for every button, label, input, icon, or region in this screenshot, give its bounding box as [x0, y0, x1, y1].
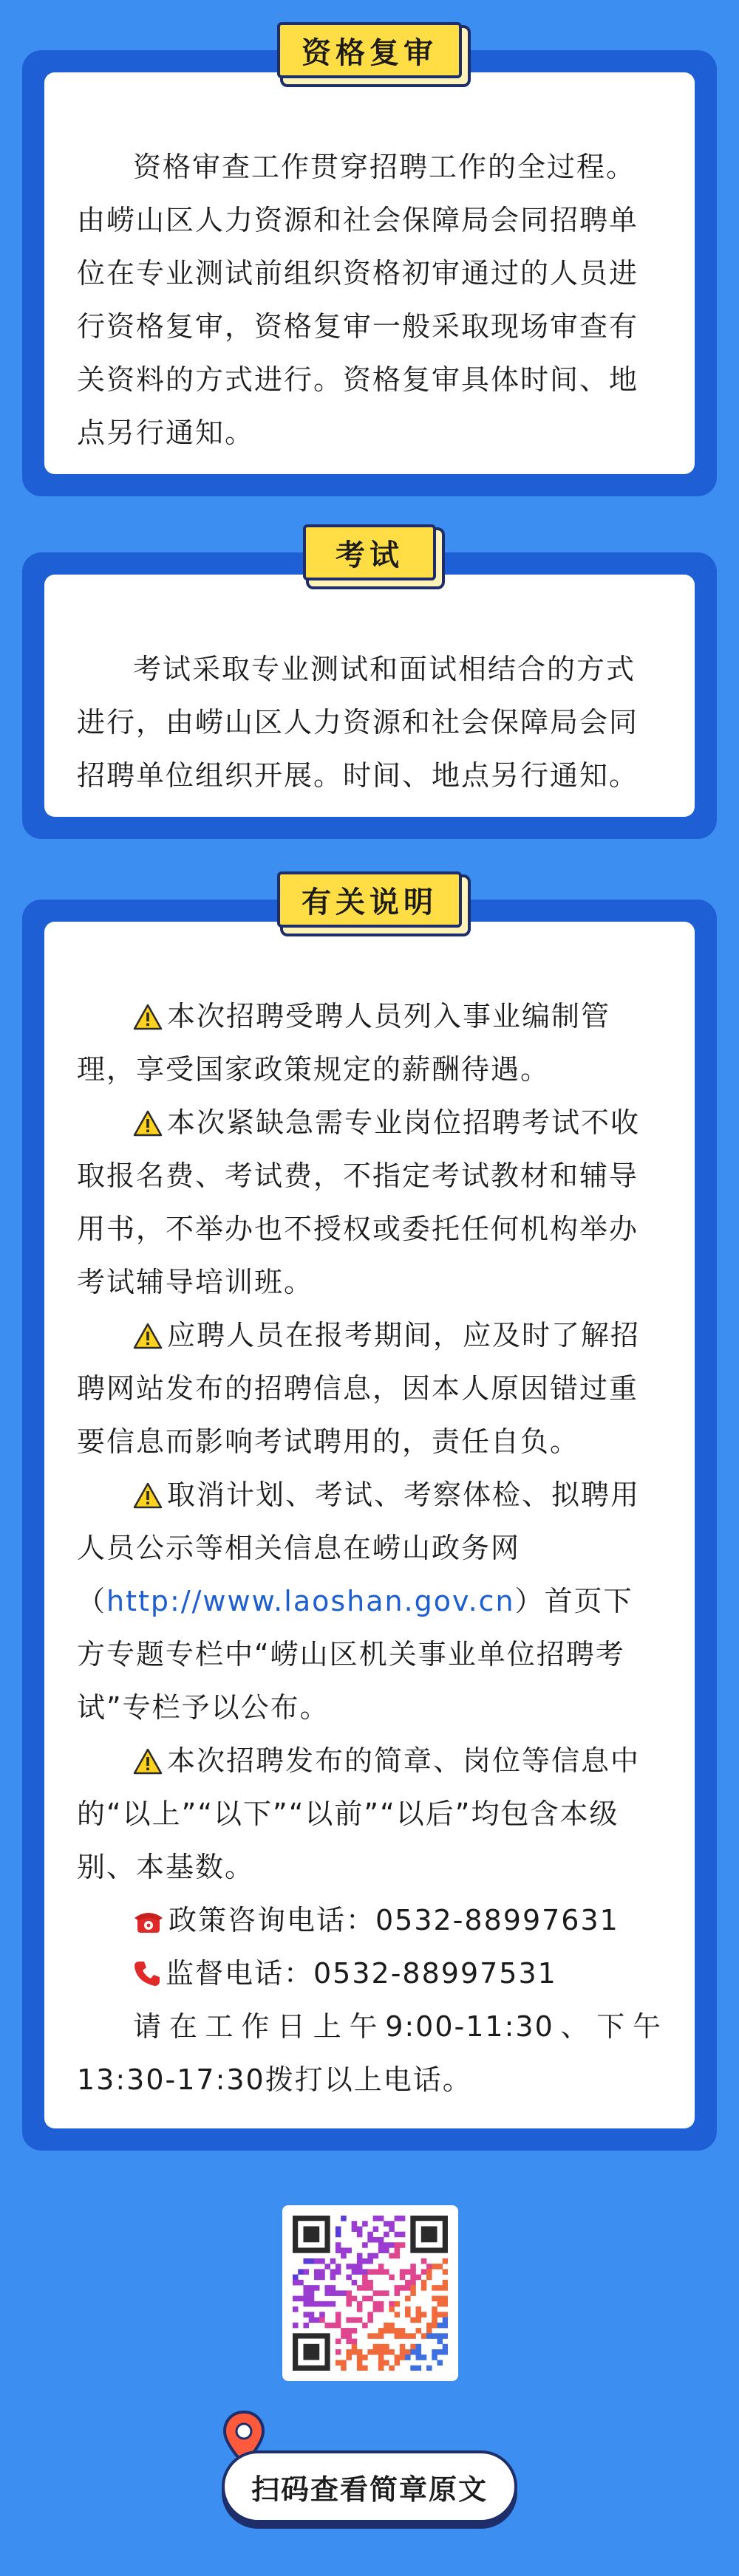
warning-icon — [133, 1004, 163, 1030]
telephone-icon — [133, 1909, 164, 1934]
section-panel — [44, 72, 695, 474]
section-tag: 有关说明 — [277, 871, 462, 928]
note-text: 应聘人员在报考期间，应及时了解招聘网站发布的招聘信息，因本人原因错过重要信息而影响考试聘用的，责任自负。 — [77, 1319, 641, 1458]
section-text: 考试采取专业测试和面试相结合的方式进行，由崂山区人力资源和社会保障局会同招聘单位组织开展。时间、地点另行通知。 — [77, 653, 639, 792]
note-item — [77, 990, 662, 1096]
website-link[interactable]: http://www.laoshan.gov.cn — [106, 1585, 515, 1617]
qr-code — [282, 2205, 458, 2381]
section-panel — [44, 575, 695, 817]
section-exam — [22, 538, 717, 839]
view-brochure-label: 扫码查看简章原文 — [251, 2473, 488, 2506]
note-text: ）首页下方专题专栏中“崂山区机关事业单位招聘考试”专栏予以公布。 — [77, 1585, 633, 1724]
consult-phone-line — [77, 1894, 662, 1947]
note-item — [77, 1309, 662, 1468]
supervise-phone-line — [77, 1947, 662, 2000]
note-item — [77, 1096, 662, 1309]
warning-icon — [133, 1482, 163, 1509]
phone-handset-icon — [133, 1959, 161, 1987]
warning-icon — [133, 1110, 163, 1137]
section-tag: 考试 — [303, 524, 436, 580]
section-panel — [44, 922, 695, 2128]
section-text: 资格审查工作贯穿招聘工作的全过程。由崂山区人力资源和社会保障局会同招聘单位在专业测试前组织资格初审通过的人员进行资格复审，资格复审一般采取现场审查有关资料的方式进行。资格复审具体时间、地点另行通知。 — [77, 151, 639, 449]
qr-code-image — [293, 2216, 448, 2371]
note-text: 本次招聘受聘人员列入事业编制管理，享受国家政策规定的薪酬待遇。 — [77, 1000, 611, 1086]
warning-icon — [133, 1748, 163, 1775]
section-qualification-review — [22, 35, 717, 496]
consult-phone: 政策咨询电话：0532-88997631 — [168, 1904, 619, 1936]
warning-icon — [133, 1323, 163, 1349]
note-item — [77, 1468, 662, 1734]
note-text: 本次紧缺急需专业岗位招聘考试不收取报名费、考试费，不指定考试教材和辅导用书，不举办也不授权或委托任何机构举办考试辅导培训班。 — [77, 1106, 641, 1298]
call-time: 请在工作日上午9:00-11:30、下午13:30-17:30拨打以上电话。 — [77, 2010, 662, 2096]
note-item — [77, 1734, 662, 1894]
note-text: 取消计划、考试、考察体检、拟聘用人员公示等相关信息在崂山政务网（ — [77, 1479, 641, 1617]
section-notes — [22, 885, 717, 2151]
view-brochure-button[interactable] — [222, 2450, 517, 2523]
section-tag: 资格复审 — [277, 22, 462, 78]
note-text: 本次招聘发布的简章、岗位等信息中的“以上”“以下”“以前”“以后”均包含本级别、本基数。 — [77, 1744, 641, 1883]
supervise-phone: 监督电话：0532-88997531 — [166, 1957, 557, 1990]
